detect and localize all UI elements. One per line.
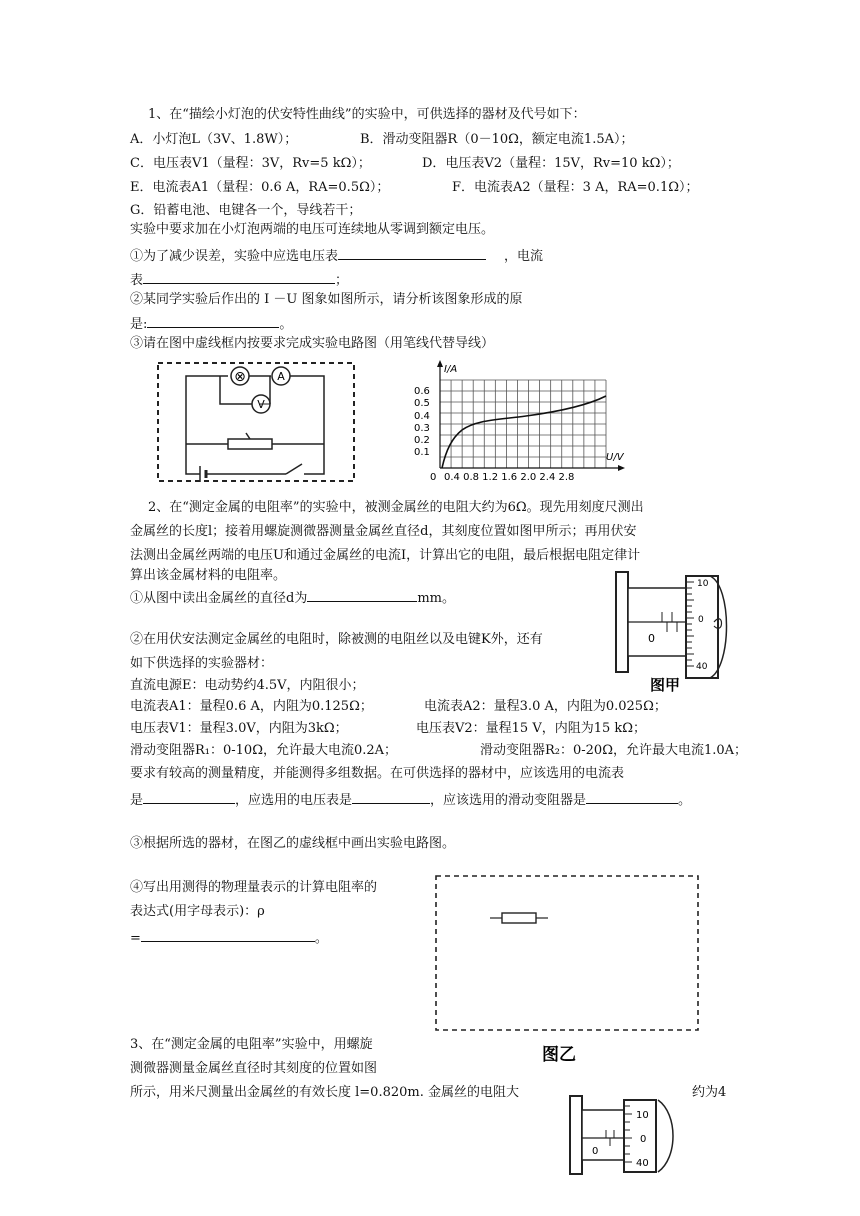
q2-sub2-line1: ②在用伏安法测定金属丝的电阻时，除被测的电阻丝以及电键K外，还有 [130,632,543,647]
q3-line3-end: 约为4 [692,1085,727,1100]
q2-requirement: 要求有较高的测量精度，并能测得多组数据。在可供选择的器材中，应该选用的电流表 [130,766,625,781]
q2-line2: 金属丝的长度l；接着用螺旋测微器测量金属丝直径d，其刻度位置如图甲所示；再用伏安 [130,524,637,539]
voltmeter-label: V [257,398,265,411]
anvil-frame [616,572,628,672]
q1-sub1-text-c: 表 [130,273,144,288]
q2-sub1-line [130,588,455,607]
q2-power-source: 直流电源E：电动势约4.5V，内阻很小； [130,678,365,693]
thimble-40: 40 [696,662,708,672]
q1-option-f: F．电流表A2（量程：3 A，RA=0.1Ω）； [452,180,699,195]
q2-ans-text-b: ，应选用的电压表是 [235,793,353,808]
q1-sub1-text-b: ，电流 [504,249,544,264]
q1-iu-graph [396,358,626,490]
q2-ammeter-answer-blank[interactable] [143,790,235,804]
x-axis-arrow-icon [618,465,625,471]
y-axis-label: I/A [444,364,458,375]
q2-voltmeter-v1: 电压表V1：量程3.0V，内阻为3kΩ； [130,721,348,736]
q1-option-a: A．小灯泡L（3V、1.8W）； [130,132,298,147]
q1-option-g: G．铅蓄电池、电键各一个，导线若干； [130,203,362,218]
thimble-10: 10 [636,1110,649,1121]
q1-option-c: C．电压表V1（量程：3V，Rv=5 kΩ）； [130,156,371,171]
q1-requirement: 实验中要求加在小灯泡两端的电压可连续地从零调到额定电压。 [130,222,495,237]
q1-sub1-text: ①为了减少误差，实验中应选电压表 [130,249,339,264]
q1-sub2: ②某同学实验后作出的 I －U 图象如图所示，请分析该图象形成的原 [130,292,523,307]
anvil-frame [570,1096,582,1174]
q2-ans-text-c: ，应该选用的滑动变阻器是 [430,793,587,808]
fig-yi-caption: 图乙 [542,1045,576,1065]
fig-jia-micrometer [610,566,740,694]
fig-jia-caption: 图甲 [650,676,681,694]
q2-sub4-line3 [130,928,328,947]
q2-voltmeter-v2: 电压表V2：量程15 V，内阻为15 kΩ； [416,721,647,736]
q2-voltmeter-answer-blank[interactable] [352,790,430,804]
y-tick: 0.5 [414,398,430,409]
thimble-0: 0 [640,1134,647,1145]
q3-line3: 所示，用米尺测量出金属丝的有效长度 l=0.820m. 金属丝的电阻大 [130,1085,519,1100]
thimble-40: 40 [636,1158,649,1169]
q1-voltmeter-answer-blank[interactable] [338,246,486,260]
q2-sub1-unit: mm。 [417,591,455,606]
q2-resistivity-answer-blank[interactable] [141,928,315,942]
graph-grid [440,380,606,468]
q1-sub1-line [130,246,543,265]
q2-rheostat-answer-blank[interactable] [586,790,678,804]
ammeter-label: A [277,370,285,383]
resistor-icon [502,913,536,923]
q2-sub4-line2: 表达式(用字母表示)：ρ [130,904,265,919]
q2-ans-text-a: 是 [130,793,144,808]
fig-yi[interactable] [432,872,704,1070]
q1-sub1-line2 [130,270,348,289]
sleeve-zero: 0 [648,632,655,645]
sleeve [582,1110,624,1160]
sleeve-zero: 0 [592,1146,599,1157]
q2-sub3: ③根据所选的器材，在图乙的虚线框中画出实验电路图。 [130,836,456,851]
q2-rheostat-r1: 滑动变阻器R₁：0-10Ω，允许最大电流0.2A； [130,743,398,758]
q2-diameter-answer-blank[interactable] [307,588,417,602]
q2-sub4-end: 。 [314,931,328,946]
q2-sub4-line1: ④写出用测得的物理量表示的计算电阻率的 [130,880,378,895]
switch-icon [286,464,302,474]
q1-title: 1、在“描绘小灯泡的伏安特性曲线”的实验中，可供选择的器材及代号如下： [148,107,586,122]
q2-line3: 法测出金属丝两端的电压U和通过金属丝的电流I，计算出它的电阻，最后根据电阻定律计 [130,548,641,563]
rheostat-icon [228,439,272,449]
origin-label: 0 [430,472,437,483]
y-tick: 0.6 [414,386,430,397]
y-tick: 0.4 [414,411,430,422]
q2-ammeter-a2: 电流表A2：量程3.0 A，内阻为0.025Ω； [424,699,667,714]
thimble-10: 10 [697,579,709,589]
q2-ans-text-d: 。 [678,793,692,808]
q1-sub1-text-d: ； [335,273,349,288]
q2-ammeter-a1: 电流表A1：量程0.6 A，内阻为0.125Ω； [130,699,373,714]
q1-sub2-text-c: 。 [279,317,293,332]
fig-yi-frame [436,876,698,1030]
lamp-symbol: ⊗ [234,369,246,385]
q1-sub2-line2 [130,314,292,333]
q1-reason-answer-blank[interactable] [147,314,279,328]
q1-circuit-diagram[interactable] [150,360,362,486]
y-tick: 0.1 [414,447,430,458]
y-tick: 0.3 [414,423,430,434]
q1-option-d: D．电压表V2（量程：15V，Rv=10 kΩ）； [422,156,680,171]
q2-line4: 算出该金属材料的电阻率。 [130,568,287,583]
q3-line2: 测微器测量金属丝直径时其刻度的位置如图 [130,1061,378,1076]
thimble-0: 0 [698,615,704,625]
q2-sub2-line2: 如下供选择的实验器材： [130,656,274,671]
q1-sub3: ③请在图中虚线框内按要求完成实验电路图（用笔线代替导线） [130,336,495,351]
q2-rheostat-r2: 滑动变阻器R₂：0-20Ω，允许最大电流1.0A； [480,743,748,758]
x-ticks: 0.4 0.8 1.2 1.6 2.0 2.4 2.8 [444,472,575,483]
q1-option-e: E．电流表A1（量程：0.6 A，RA=0.5Ω）； [130,180,390,195]
q1-option-b: B．滑动变阻器R（0－10Ω，额定电流1.5A）； [360,132,634,147]
y-tick: 0.2 [414,435,430,446]
q1-sub2-text-b: 是: [130,317,148,332]
y-axis-arrow-icon [437,360,443,367]
x-axis-label: U/V [606,452,624,463]
q3-line1: 3、在“测定金属的电阻率”实验中，用螺旋 [130,1037,373,1052]
q2-line1: 2、在“测定金属的电阻率”的实验中，被测金属丝的电阻大约为6Ω。现先用刻度尺测出 [148,500,644,515]
q3-micrometer [566,1094,692,1176]
q1-ammeter-answer-blank[interactable] [143,270,335,284]
q2-sub1-text: ①从图中读出金属丝的直径d为 [130,591,308,606]
q2-sub4-eq: = [130,931,141,946]
q2-answer-line [130,790,691,809]
